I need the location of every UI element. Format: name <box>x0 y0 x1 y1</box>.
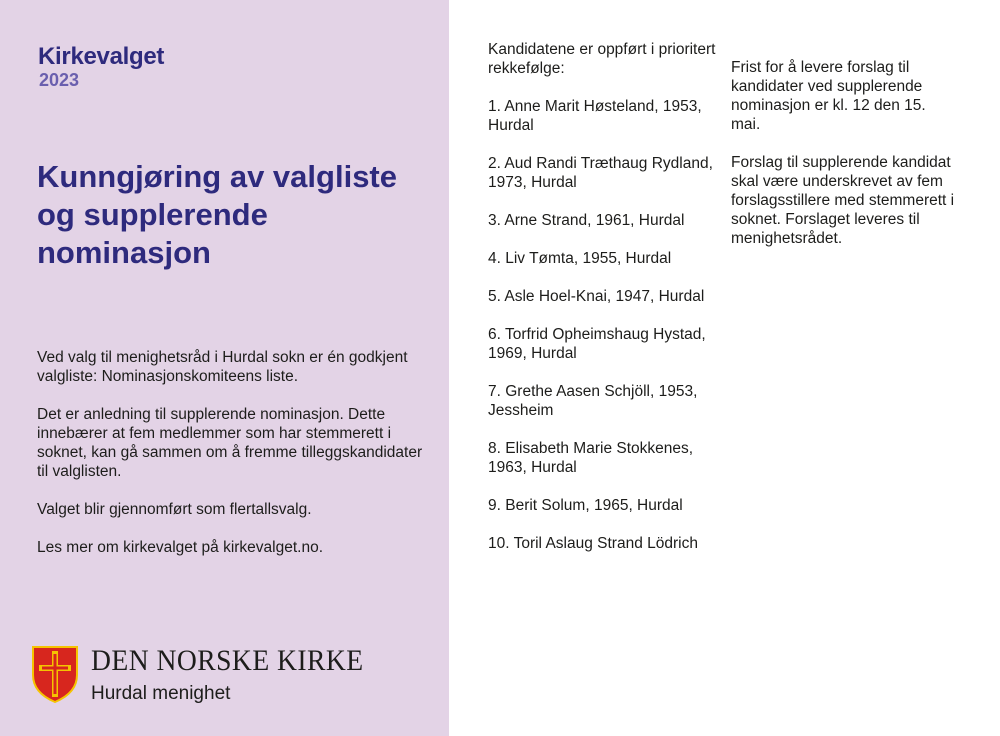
church-cross-shield-icon <box>31 645 79 703</box>
intro-paragraph: Ved valg til menighetsråd i Hurdal sokn er én godkjent valgliste: Nominasjonskomiteens liste. <box>37 349 408 385</box>
candidate-item: 1. Anne Marit Høsteland, 1953, Hurdal <box>488 98 702 134</box>
candidate-item: 6. Torfrid Opheimshaug Hystad, 1969, Hurdal <box>488 326 706 362</box>
candidate-item: 4. Liv Tømta, 1955, Hurdal <box>488 250 672 267</box>
intro-text <box>37 348 427 576</box>
brand-name: Kirkevalget <box>38 43 165 70</box>
candidate-item: 5. Asle Hoel-Knai, 1947, Hurdal <box>488 288 705 305</box>
org-name: DEN NORSKE KIRKE <box>91 644 364 677</box>
intro-paragraph: Valget blir gjennomført som flertallsvalg. <box>37 501 312 518</box>
deadline-note: Frist for å levere forslag til kandidater ved supplerende nominasjon er kl. 12 den 15. mai. <box>731 59 926 133</box>
intro-paragraph: Det er anledning til supplerende nominasjon. Dette innebærer at fem medlemmer som har stemmerett i soknet, kan gå sammen om å fremme tilleggskandidater til valglisten. <box>37 406 423 480</box>
candidate-list <box>488 97 718 553</box>
left-panel <box>0 0 449 736</box>
candidate-item: 9. Berit Solum, 1965, Hurdal <box>488 497 683 514</box>
candidate-item: 10. Toril Aslaug Strand Lödrich <box>488 535 698 552</box>
page-title: Kunngjøring av valgliste og supplerende nominasjon <box>37 159 397 270</box>
notes-column <box>731 58 956 267</box>
candidate-item: 3. Arne Strand, 1961, Hurdal <box>488 212 685 229</box>
candidate-list-column <box>488 40 718 572</box>
org-subtitle: Hurdal menighet <box>91 683 231 704</box>
candidate-item: 8. Elisabeth Marie Stokkenes, 1963, Hurdal <box>488 440 694 476</box>
submission-note: Forslag til supplerende kandidat skal være underskrevet av fem forslagsstillere med stemmerett i soknet. Forslaget leveres til menighetsrådet. <box>731 154 955 247</box>
candidate-item: 7. Grethe Aasen Schjöll, 1953, Jessheim <box>488 383 698 419</box>
brand-year: 2023 <box>39 70 80 90</box>
candidates-lead: Kandidatene er oppført i prioritert rekkefølge: <box>488 41 716 77</box>
candidate-item: 2. Aud Randi Træthaug Rydland, 1973, Hurdal <box>488 155 713 191</box>
intro-paragraph: Les mer om kirkevalget på kirkevalget.no. <box>37 539 324 556</box>
